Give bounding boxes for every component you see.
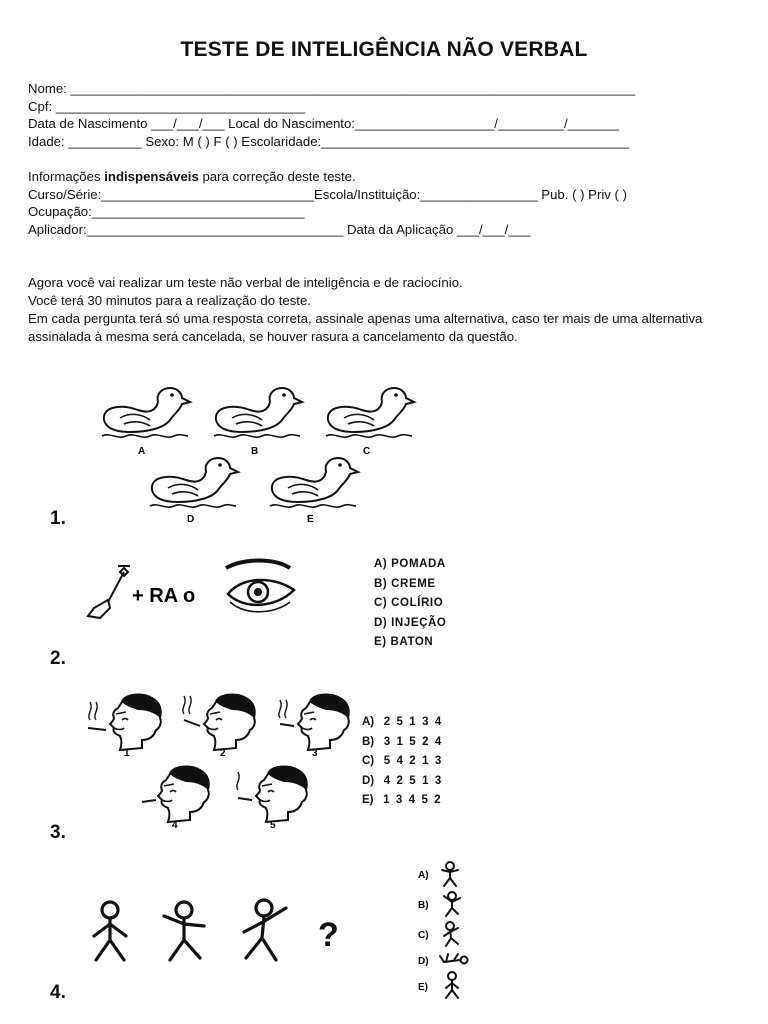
head-2: [183, 695, 255, 750]
q1-figure: [96, 380, 426, 535]
cpf-field[interactable]: Cpf: __________________________________: [28, 98, 306, 114]
label-a: A: [138, 446, 146, 457]
label-e: E: [307, 514, 314, 525]
head-1: [88, 695, 161, 750]
label-b: B: [251, 446, 259, 457]
question-mark: ?: [318, 916, 339, 954]
q2-option-e[interactable]: E) BATON: [374, 636, 434, 648]
eye-icon: [226, 561, 294, 612]
q4-option-c[interactable]: [418, 922, 458, 946]
head-label-5: 5: [270, 820, 276, 831]
q3-figure: [84, 690, 354, 840]
rebus-illustration: [84, 558, 304, 628]
q2-option-d[interactable]: D) INJEÇÃO: [374, 616, 447, 629]
age-sex-education-field[interactable]: Idade: __________ Sexo: M ( ) F ( ) Escolaridade:__________________________________________: [28, 133, 630, 149]
svg-text:D): D): [418, 956, 429, 967]
course-school-field[interactable]: Curso/Série:_____________________________Escola/Instituição:________________ Pub. ( ) Priv ( ): [28, 186, 628, 202]
name-field[interactable]: Nome: _____________________________________________________________________________: [28, 81, 636, 96]
svg-text:A): A): [418, 870, 429, 881]
head-label-4: 4: [172, 820, 178, 831]
instruction-1: Agora você vai realizar um teste não verbal de inteligência e de raciocínio.: [28, 275, 463, 290]
svg-text:B): B): [418, 900, 429, 911]
stick-figure-3: [244, 900, 286, 960]
stick-figure-2: [164, 902, 204, 960]
label-d: D: [187, 514, 195, 525]
head-4: [142, 767, 209, 822]
q2-option-a[interactable]: A) POMADA: [374, 558, 446, 570]
duck-a: [102, 388, 190, 437]
occupation-field[interactable]: Ocupação:_____________________________: [28, 204, 305, 220]
applicator-field[interactable]: Aplicador:___________________________________ Data da Aplicação ___/___/___: [28, 221, 531, 237]
question-1-number: 1.: [50, 508, 66, 529]
q3-option-b[interactable]: B) 3 1 5 2 4: [362, 735, 442, 748]
duck-options-illustration: [96, 380, 426, 530]
question-2-number: 2.: [50, 648, 66, 669]
q4-figure: [84, 896, 354, 973]
svg-text:E): E): [418, 982, 428, 993]
q2-options: [374, 558, 446, 656]
stick-figures-illustration: [84, 896, 354, 968]
birth-field[interactable]: Data de Nascimento ___/___/___ Local do Nascimento:___________________/_________/_______: [28, 116, 619, 132]
head-label-3: 3: [312, 748, 318, 759]
q3-option-a[interactable]: A) 2 5 1 3 4: [362, 716, 442, 728]
duck-d: [150, 458, 238, 507]
q2-option-c[interactable]: C) COLÍRIO: [374, 597, 444, 609]
duck-c: [326, 388, 414, 437]
stick-figure-1: [94, 902, 126, 960]
instructions: [28, 274, 740, 346]
q4-option-e[interactable]: [418, 972, 458, 998]
svg-text:C): C): [418, 930, 429, 941]
q4-option-figures: [418, 858, 488, 1003]
q3-option-d[interactable]: D) 4 2 5 1 3: [362, 774, 442, 787]
q3-option-c[interactable]: C) 5 4 2 1 3: [362, 755, 442, 767]
q3-options: [362, 716, 441, 814]
identification-form: [28, 80, 635, 238]
q4-option-d[interactable]: [418, 954, 468, 967]
info-notice: Informações indispensáveis para correção deste teste.: [28, 168, 356, 184]
q4-option-a[interactable]: [418, 862, 458, 886]
q4-option-b[interactable]: [418, 892, 460, 916]
duck-e: [270, 458, 358, 507]
shovel-icon: [88, 566, 130, 618]
instruction-2: Você terá 30 minutos para a realização do teste.: [28, 293, 311, 308]
page-title: TESTE DE INTELIGÊNCIA NÃO VERBAL: [180, 38, 588, 61]
head-5: [237, 767, 307, 822]
rebus-text: + RA o: [132, 585, 196, 607]
head-label-1: 1: [124, 748, 130, 759]
q3-option-e[interactable]: E) 1 3 4 5 2: [362, 794, 441, 806]
question-4-number: 4.: [50, 982, 66, 1003]
q2-option-b[interactable]: B) CREME: [374, 577, 436, 590]
label-c: C: [363, 446, 371, 457]
duck-b: [214, 388, 302, 437]
instruction-3: Em cada pergunta terá só uma resposta correta, assinale apenas uma alternativa, caso ter mais de uma alternativa assinalada à mesma será cancelada, se houver rasura a cancelamento da questão.: [28, 311, 703, 344]
smoking-heads-illustration: [84, 690, 354, 835]
q2-figure: [84, 558, 304, 633]
question-3-number: 3.: [50, 822, 66, 843]
head-label-2: 2: [220, 748, 226, 759]
head-3: [279, 695, 349, 750]
q4-options: [418, 858, 488, 1008]
